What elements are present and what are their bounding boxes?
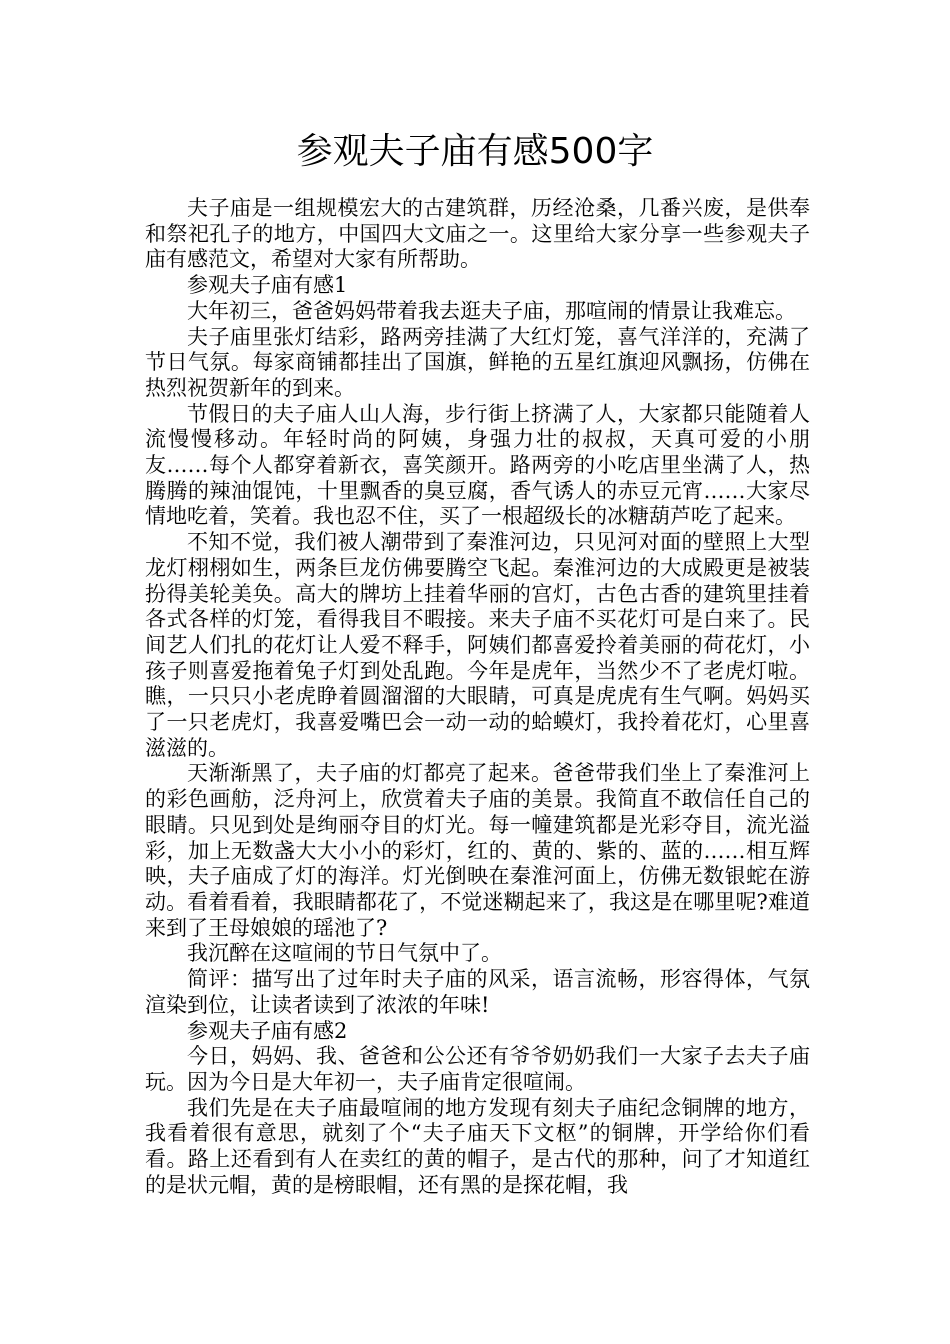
- paragraph: 今日，妈妈、我、爸爸和公公还有爷爷奶奶我们一大家子去夫子庙玩。因为今日是大年初一，夫子庙肯定很喧闹。: [145, 1044, 810, 1094]
- paragraph: 夫子庙里张灯结彩，路两旁挂满了大红灯笼，喜气洋洋的，充满了节日气氛。每家商铺都挂出了国旗，鲜艳的五星红旗迎风飘扬，仿佛在热烈祝贺新年的到来。: [145, 324, 810, 400]
- paragraph: 不知不觉，我们被人潮带到了秦淮河边，只见河对面的壁照上大型龙灯栩栩如生，两条巨龙仿佛要腾空飞起。秦淮河边的大成殿更是被装扮得美轮美奂。高大的牌坊上挂着华丽的宫灯，古色古香的建筑里挂着各式各样的灯笼，看得我目不暇接。来夫子庙不买花灯可是白来了。民间艺人们扎的花灯让人爱不释手，阿姨们都喜爱拎着美丽的荷花灯，小孩子则喜爱拖着兔子灯到处乱跑。今年是虎年，当然少不了老虎灯啦。瞧，一只只小老虎睁着圆溜溜的大眼睛，可真是虎虎有生气啊。妈妈买了一只老虎灯，我喜爱嘴巴会一动一动的蛤蟆灯，我拎着花灯，心里喜滋滋的。: [145, 530, 810, 760]
- paragraph: 大年初三，爸爸妈妈带着我去逛夫子庙，那喧闹的情景让我难忘。: [187, 298, 796, 323]
- paragraph: 我们先是在夫子庙最喧闹的地方发现有刻夫子庙纪念铜牌的地方，我看着很有意思，就刻了个“夫子庙天下文枢”的铜牌，开学给你们看看。路上还看到有人在卖红的黄的帽子，是古代的那种，问了才知道红的是状元帽，黄的是榜眼帽，还有黑的是探花帽，我: [145, 1095, 810, 1197]
- paragraph: 夫子庙是一组规模宏大的古建筑群，历经沧桑，几番兴废，是供奉和祭祀孔子的地方，中国四大文庙之一。这里给大家分享一些参观夫子庙有感范文，希望对大家有所帮助。: [145, 196, 810, 272]
- paragraph: 节假日的夫子庙人山人海，步行街上挤满了人，大家都只能随着人流慢慢移动。年轻时尚的阿姨，身强力壮的叔叔，天真可爱的小朋友……每个人都穿着新衣，喜笑颜开。路两旁的小吃店里坐满了人，热腾腾的辣油馄饨，十里飘香的臭豆腐，香气诱人的赤豆元宵……大家尽情地吃着，笑着。我也忍不住，买了一根超级长的冰糖葫芦吃了起来。: [145, 401, 810, 529]
- section-heading: 参观夫子庙有感2: [187, 1018, 348, 1043]
- document-title: 参观夫子庙有感500字: [296, 131, 654, 172]
- document-body: [145, 196, 810, 1198]
- section-heading: 参观夫子庙有感1: [187, 273, 348, 298]
- paragraph: 我沉醉在这喧闹的节日气氛中了。: [187, 941, 502, 966]
- paragraph: 天渐渐黑了，夫子庙的灯都亮了起来。爸爸带我们坐上了秦淮河上的彩色画舫，泛舟河上，欣赏着夫子庙的美景。我简直不敢信任自己的眼睛。只见到处是绚丽夺目的灯光。每一幢建筑都是光彩夺目，流光溢彩，加上无数盏大大小小的彩灯，红的、黄的、紫的、蓝的……相互辉映，夫子庙成了灯的海洋。灯光倒映在秦淮河面上，仿佛无数银蛇在游动。看着看着，我眼睛都花了，不觉迷糊起来了，我这是在哪里呢?难道来到了王母娘娘的瑶池了?: [145, 761, 810, 940]
- review-paragraph: 简评：描写出了过年时夫子庙的风采，语言流畅，形容得体，气氛渲染到位，让读者读到了浓浓的年味!: [145, 967, 810, 1017]
